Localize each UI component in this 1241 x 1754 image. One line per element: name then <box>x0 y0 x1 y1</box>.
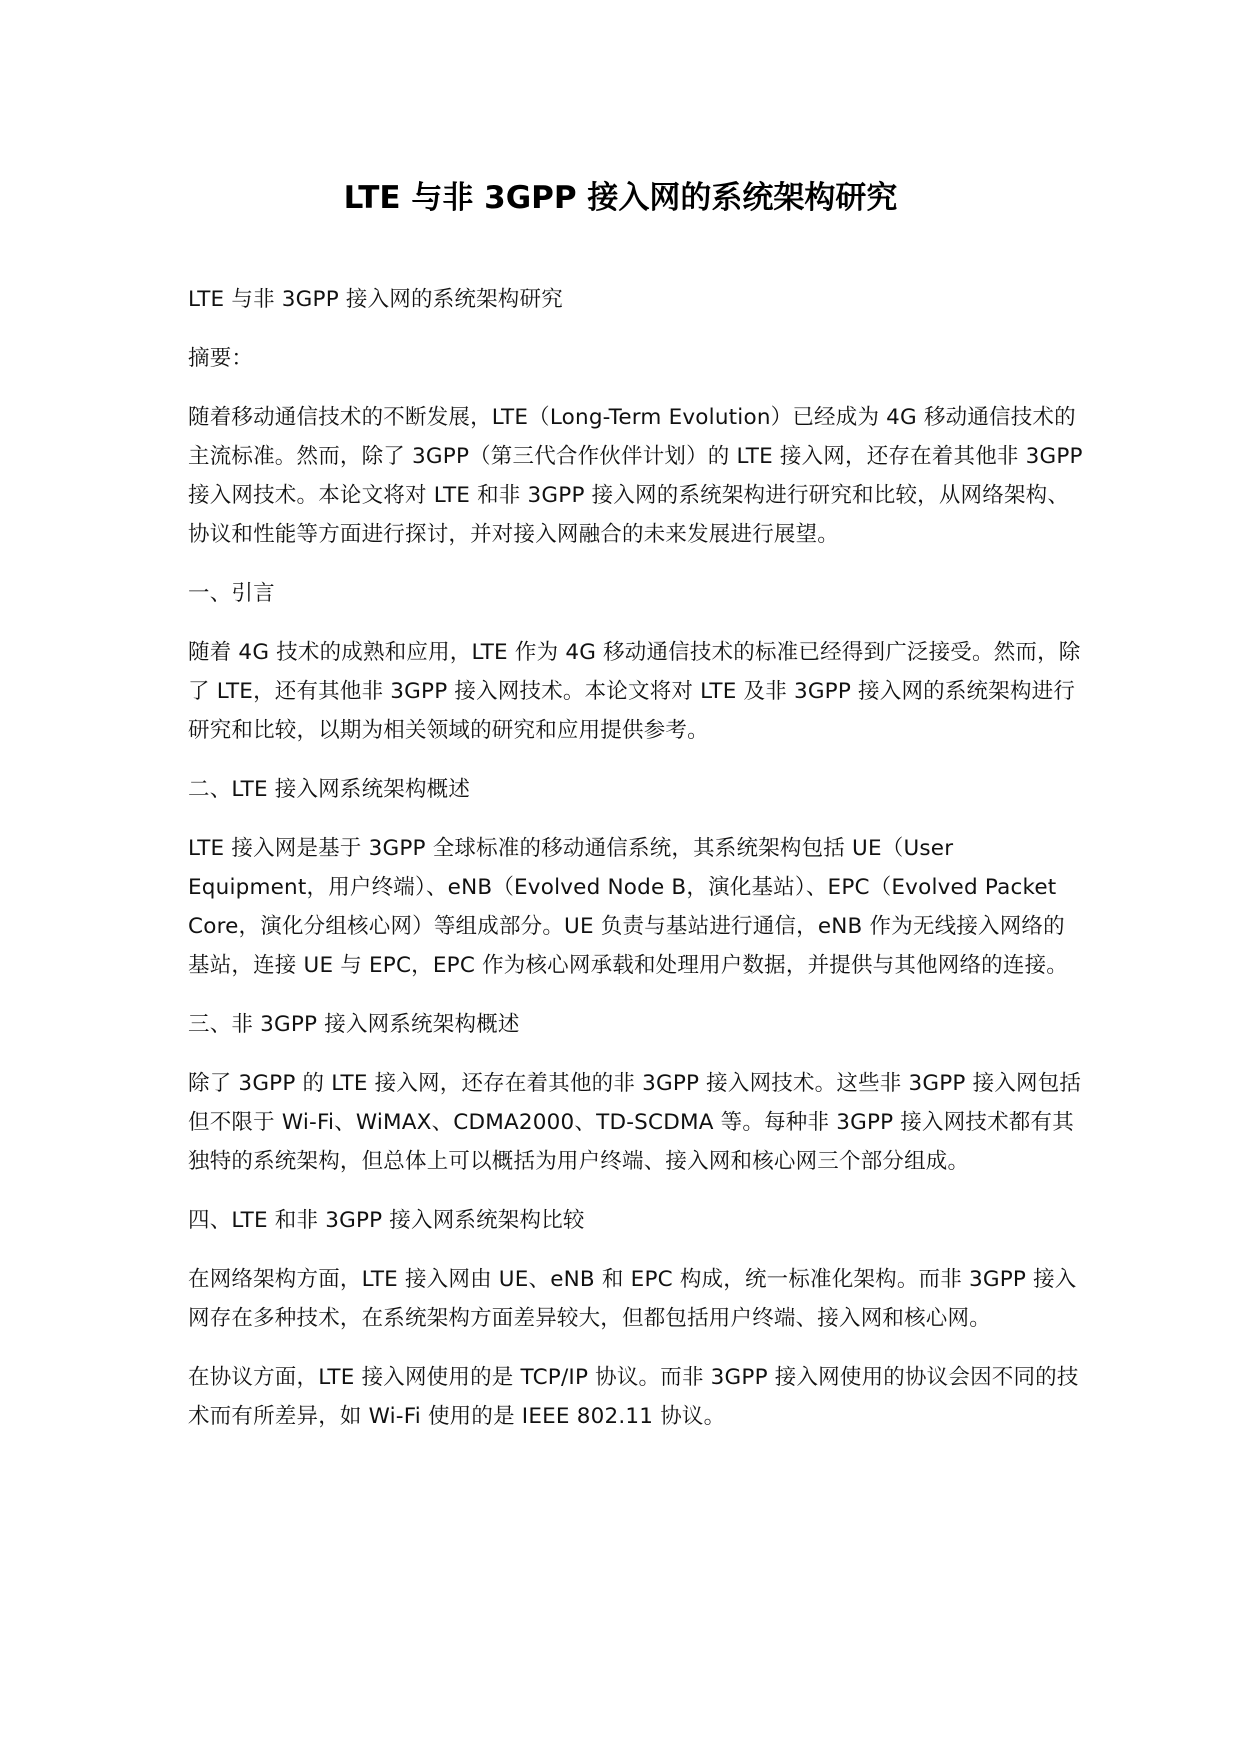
section-heading-lte-overview: 二、LTE 接入网系统架构概述 <box>188 777 471 802</box>
document-body <box>188 280 1083 1456</box>
section-paragraph-lte-overview: LTE 接入网是基于 3GPP 全球标准的移动通信系统，其系统架构包括 UE（User Equipment，用户终端）、eNB（Evolved Node B，演化基站）、EPC（Evolved Packet Core，演化分组核心网）等组成部分。UE 负责与基站进行通信，eNB 作为无线接入网络的基站，连接 UE 与 EPC，EPC 作为核心网承载和处理用户数据，并提供与其他网络的连接。 <box>188 836 1068 978</box>
abstract-label: 摘要： <box>188 346 254 371</box>
section-paragraph-non3gpp-overview: 除了 3GPP 的 LTE 接入网，还存在着其他的非 3GPP 接入网技术。这些非 3GPP 接入网包括但不限于 Wi-Fi、WiMAX、CDMA2000、TD-SCDMA 等。每种非 3GPP 接入网技术都有其独特的系统架构，但总体上可以概括为用户终端、接入网和核心网三个部分组成。 <box>188 1071 1082 1174</box>
section-heading-introduction: 一、引言 <box>188 581 275 606</box>
section-heading-comparison: 四、LTE 和非 3GPP 接入网系统架构比较 <box>188 1208 585 1233</box>
abstract-paragraph: 随着移动通信技术的不断发展，LTE（Long-Term Evolution）已经成为 4G 移动通信技术的主流标准。然而，除了 3GPP（第三代合作伙伴计划）的 LTE 接入网，还存在着其他非 3GPP 接入网技术。本论文将对 LTE 和非 3GPP 接入网的系统架构进行研究和比较，从网络架构、协议和性能等方面进行探讨，并对接入网融合的未来发展进行展望。 <box>188 405 1083 547</box>
section-heading-non3gpp-overview: 三、非 3GPP 接入网系统架构概述 <box>188 1012 520 1037</box>
section-paragraph-introduction: 随着 4G 技术的成熟和应用，LTE 作为 4G 移动通信技术的标准已经得到广泛接受。然而，除了 LTE，还有其他非 3GPP 接入网技术。本论文将对 LTE 及非 3GPP 接入网的系统架构进行研究和比较，以期为相关领域的研究和应用提供参考。 <box>188 640 1081 743</box>
page-title: LTE 与非 3GPP 接入网的系统架构研究 <box>343 180 898 216</box>
section-paragraph-comparison-protocol: 在协议方面，LTE 接入网使用的是 TCP/IP 协议。而非 3GPP 接入网使用的协议会因不同的技术而有所差异，如 Wi-Fi 使用的是 IEEE 802.11 协议。 <box>188 1365 1079 1429</box>
subtitle: LTE 与非 3GPP 接入网的系统架构研究 <box>188 287 563 312</box>
section-paragraph-comparison-architecture: 在网络架构方面，LTE 接入网由 UE、eNB 和 EPC 构成，统一标准化架构。而非 3GPP 接入网存在多种技术，在系统架构方面差异较大，但都包括用户终端、接入网和核心网。 <box>188 1267 1077 1331</box>
